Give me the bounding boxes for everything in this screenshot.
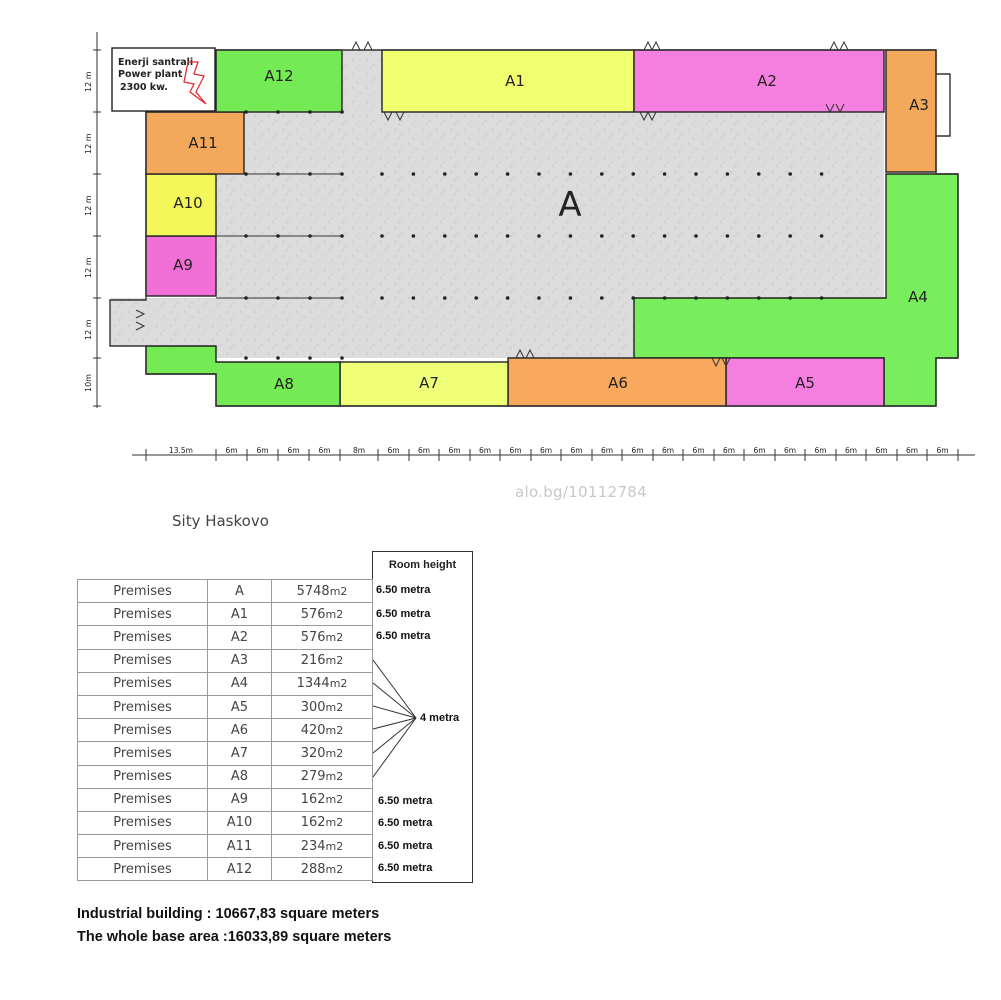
left-dim-6: 10m	[84, 374, 93, 392]
footer-industrial-area: Industrial building : 10667,83 square meters	[77, 906, 380, 922]
bottom-dim-label: 6m	[287, 446, 300, 455]
bottom-dim-label: 6m	[417, 446, 431, 455]
bottom-dim-label: 6m	[570, 446, 583, 455]
power-plant-line-2: Power plant	[118, 69, 183, 80]
height-A11: 6.50 metra	[378, 840, 433, 852]
premises-name: A7	[208, 742, 272, 765]
premises-name: A8	[208, 765, 272, 788]
label-A9: A9	[173, 256, 193, 274]
label-A4: A4	[908, 288, 928, 306]
height-A9: 6.50 metra	[378, 795, 433, 807]
premises-name: A12	[208, 858, 272, 881]
area-unit: m2	[325, 654, 344, 668]
footer-base-area: The whole base area :16033,89 square meters	[77, 929, 392, 945]
label-A7: A7	[419, 374, 439, 392]
label-A11: A11	[188, 134, 218, 152]
area-value: 300	[300, 699, 326, 715]
bottom-dim-label: 6m	[753, 446, 766, 455]
bottom-dim-label: 6m	[905, 446, 919, 455]
bottom-dim-label: 6m	[936, 446, 949, 455]
premises-name: A5	[208, 695, 272, 718]
label-A3: A3	[909, 96, 929, 114]
bottom-dim-label: 6m	[256, 446, 269, 455]
bottom-dim-label: 6m	[814, 446, 827, 455]
left-dim-1: 12 m	[84, 71, 93, 92]
power-plant-line-1: Enerji santrali	[118, 57, 194, 68]
height-A12: 6.50 metra	[378, 862, 433, 874]
area-value: 234	[300, 838, 326, 854]
premises-name: A3	[208, 649, 272, 672]
area-unit: m2	[329, 677, 348, 691]
left-dim-4: 12 m	[84, 257, 93, 278]
premises-type: Premises	[78, 695, 208, 718]
power-plant-line-3: 2300 kw.	[120, 82, 168, 93]
height-A10: 6.50 metra	[378, 817, 433, 829]
left-dim-5: 12 m	[84, 319, 93, 340]
bottom-dim-label: 6m	[631, 446, 644, 455]
bottom-dim-label: 6m	[478, 446, 492, 455]
area-value: 576	[300, 606, 326, 622]
height-A3-A8: 4 metra	[420, 712, 460, 724]
label-A: A	[558, 185, 582, 225]
height-A1: 6.50 metra	[376, 608, 431, 620]
area-value: 279	[300, 769, 326, 785]
bottom-dim-label: 6m	[539, 446, 553, 455]
area-unit: m2	[325, 839, 344, 853]
label-A1: A1	[505, 72, 525, 90]
premises-type: Premises	[78, 742, 208, 765]
label-A6: A6	[608, 374, 628, 392]
bottom-dim-label: 6m	[318, 446, 331, 455]
bottom-dim-label: 6m	[844, 446, 858, 455]
premises-type: Premises	[78, 788, 208, 811]
area-unit: m2	[325, 723, 344, 737]
city-label: Sity Haskovo	[172, 512, 269, 530]
label-A2: A2	[757, 72, 777, 90]
watermark: alo.bg/10112784	[515, 483, 647, 501]
bottom-dim-label: 6m	[225, 446, 238, 455]
premises-name: A10	[208, 811, 272, 834]
label-A8: A8	[274, 375, 294, 393]
premises-type: Premises	[78, 765, 208, 788]
area-unit: m2	[325, 770, 344, 784]
area-value: 1344	[296, 676, 330, 692]
premises-type: Premises	[78, 811, 208, 834]
premises-name: A4	[208, 672, 272, 695]
room-height-header: Room height	[372, 551, 473, 578]
premises-type: Premises	[78, 603, 208, 626]
premises-type: Premises	[78, 649, 208, 672]
bottom-dim-label: 6m	[722, 446, 736, 455]
bottom-dim-label: 8m	[352, 446, 366, 455]
premises-name: A9	[208, 788, 272, 811]
premises-type: Premises	[78, 858, 208, 881]
bottom-dim-label: 13.5m	[168, 446, 194, 455]
premises-name: A1	[208, 603, 272, 626]
bottom-dim-label: 6m	[448, 446, 461, 455]
left-dim-3: 12 m	[84, 195, 93, 216]
left-dim-2: 12 m	[84, 133, 93, 154]
bottom-dim-label: 6m	[783, 446, 797, 455]
area-value: 5748	[296, 583, 330, 599]
area-unit: m2	[325, 630, 344, 644]
premises-type: Premises	[78, 626, 208, 649]
premises-name: A	[208, 580, 272, 603]
area-value: 162	[300, 815, 326, 831]
area-unit: m2	[325, 700, 344, 714]
premises-name: A2	[208, 626, 272, 649]
area-unit: m2	[329, 584, 348, 598]
bottom-dim-label: 6m	[509, 446, 522, 455]
area-value: 320	[300, 745, 326, 761]
bottom-dim-label: 6m	[661, 446, 675, 455]
label-A12: A12	[264, 67, 294, 85]
premises-type: Premises	[78, 719, 208, 742]
premises-type: Premises	[78, 672, 208, 695]
area-value: 216	[300, 653, 326, 669]
premises-type: Premises	[78, 580, 208, 603]
area-unit: m2	[325, 816, 344, 830]
label-A5: A5	[795, 374, 815, 392]
bottom-dim-label: 6m	[387, 446, 400, 455]
label-A10: A10	[173, 194, 203, 212]
premises-name: A11	[208, 835, 272, 858]
height-A: 6.50 metra	[376, 584, 431, 596]
bottom-dim-label: 6m	[600, 446, 614, 455]
bottom-dim-label: 6m	[875, 446, 888, 455]
area-unit: m2	[325, 607, 344, 621]
area-value: 576	[300, 629, 326, 645]
bottom-dim-label: 6m	[692, 446, 705, 455]
area-unit: m2	[325, 746, 344, 760]
area-unit: m2	[325, 793, 344, 807]
area-value: 288	[300, 861, 326, 877]
area-unit: m2	[325, 862, 344, 876]
premises-name: A6	[208, 719, 272, 742]
area-value: 162	[300, 792, 326, 808]
height-A2: 6.50 metra	[376, 630, 431, 642]
area-value: 420	[300, 722, 326, 738]
premises-type: Premises	[78, 835, 208, 858]
